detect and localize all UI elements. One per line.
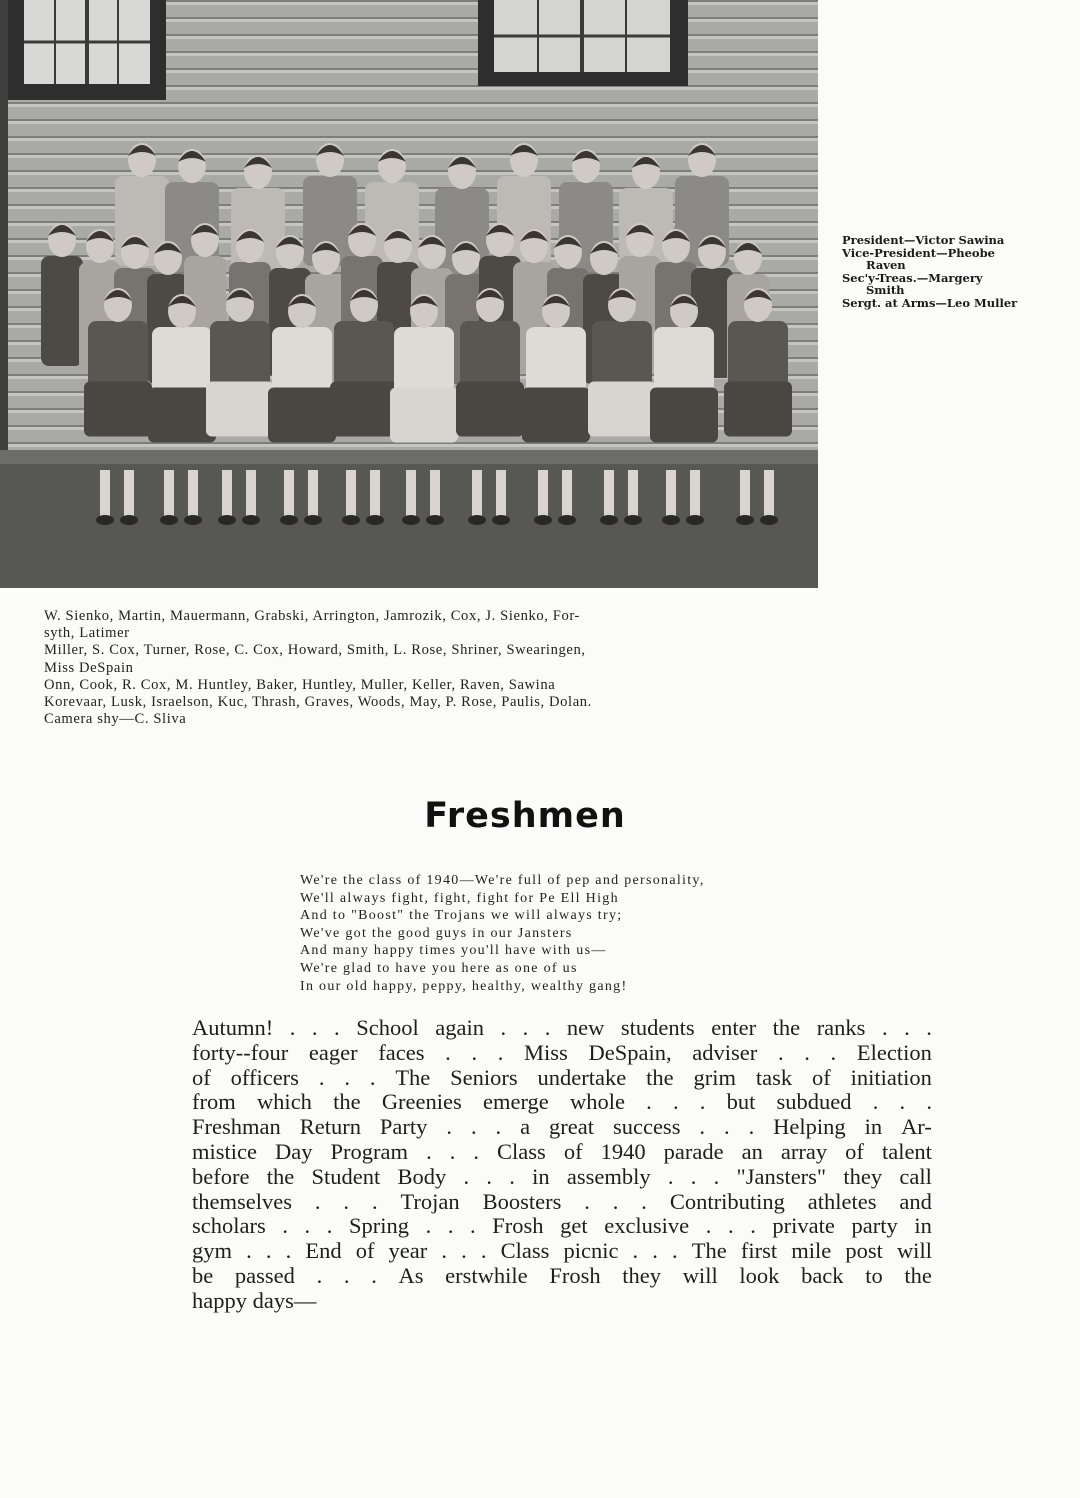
class-history-paragraph <box>192 1016 932 1314</box>
body-line: scholars . . . Spring . . . Frosh get exclusive . . . private party in <box>192 1213 932 1239</box>
caption-line: Camera shy—C. Sliva <box>44 711 187 728</box>
officer-secretary-treasurer: Sec'y-Treas.—Margery <box>842 270 983 285</box>
body-line: Autumn! . . . School again . . . new students enter the ranks . . . <box>192 1015 932 1040</box>
body-line: Freshman Return Party . . . a great success . . . Helping in Ar- <box>192 1114 932 1140</box>
officer-secretary-treasurer-cont: Smith <box>866 283 905 298</box>
window-center <box>478 0 688 86</box>
body-line: be passed . . . As erstwhile Frosh they will look back to the <box>192 1262 932 1288</box>
class-group-photo <box>0 0 818 588</box>
officer-president: President—Victor Sawina <box>842 233 1005 247</box>
body-line: gym . . . End of year . . . Class picnic . . . The first mile post will <box>192 1238 932 1264</box>
poem-line: We're glad to have you here as one of us <box>300 960 578 976</box>
poem-line: In our old happy, peppy, healthy, wealthy gang! <box>300 978 628 994</box>
body-line: themselves . . . Trojan Boosters . . . Contributing athletes and <box>192 1188 932 1214</box>
poem-line: And to "Boost" the Trojans we will always try; <box>300 908 623 924</box>
window-left <box>6 0 166 100</box>
officer-sergeant-at-arms: Sergt. at Arms—Leo Muller <box>842 295 1018 310</box>
poem-line: We'll always fight, fight, fight for Pe Ell High <box>300 890 619 906</box>
body-line: forty--four eager faces . . . Miss DeSpain, adviser . . . Election <box>192 1039 932 1065</box>
officer-vice-president-cont: Raven <box>866 258 906 273</box>
poem-line: We're the class of 1940—We're full of pep and personality, <box>300 873 705 888</box>
photo-caption <box>44 608 794 728</box>
caption-line: W. Sienko, Martin, Mauermann, Grabski, Arrington, Jamrozik, Cox, J. Sienko, For- <box>44 608 581 624</box>
poem-line: We've got the good guys in our Jansters <box>300 925 573 941</box>
body-line: happy days— <box>192 1287 317 1313</box>
caption-line: Korevaar, Lusk, Israelson, Kuc, Thrash, Graves, Woods, May, P. Rose, Paulis, Dolan. <box>44 694 592 711</box>
body-line: mistice Day Program . . . Class of 1940 parade an array of talent <box>192 1138 932 1164</box>
page-title: Freshmen <box>424 796 626 836</box>
class-officers <box>842 234 1067 310</box>
caption-line: Miller, S. Cox, Turner, Rose, C. Cox, Howard, Smith, L. Rose, Shriner, Swearingen, <box>44 642 586 659</box>
caption-line: syth, Latimer <box>44 625 130 642</box>
caption-line: Miss DeSpain <box>44 659 134 676</box>
group-photo-illustration <box>0 0 818 588</box>
poem-line: And many happy times you'll have with us— <box>300 943 607 959</box>
caption-line: Onn, Cook, R. Cox, M. Huntley, Baker, Huntley, Muller, Keller, Raven, Sawina <box>44 676 556 693</box>
body-line: before the Student Body . . . in assembly . . . "Jansters" they call <box>192 1163 932 1189</box>
body-line: of officers . . . The Seniors undertake the grim task of initiation <box>192 1064 932 1090</box>
corner-post <box>0 0 8 470</box>
officer-vice-president: Vice-President—Pheobe <box>842 245 995 260</box>
class-poem <box>300 872 860 995</box>
body-line: from which the Greenies emerge whole . . . but subdued . . . <box>192 1089 932 1115</box>
